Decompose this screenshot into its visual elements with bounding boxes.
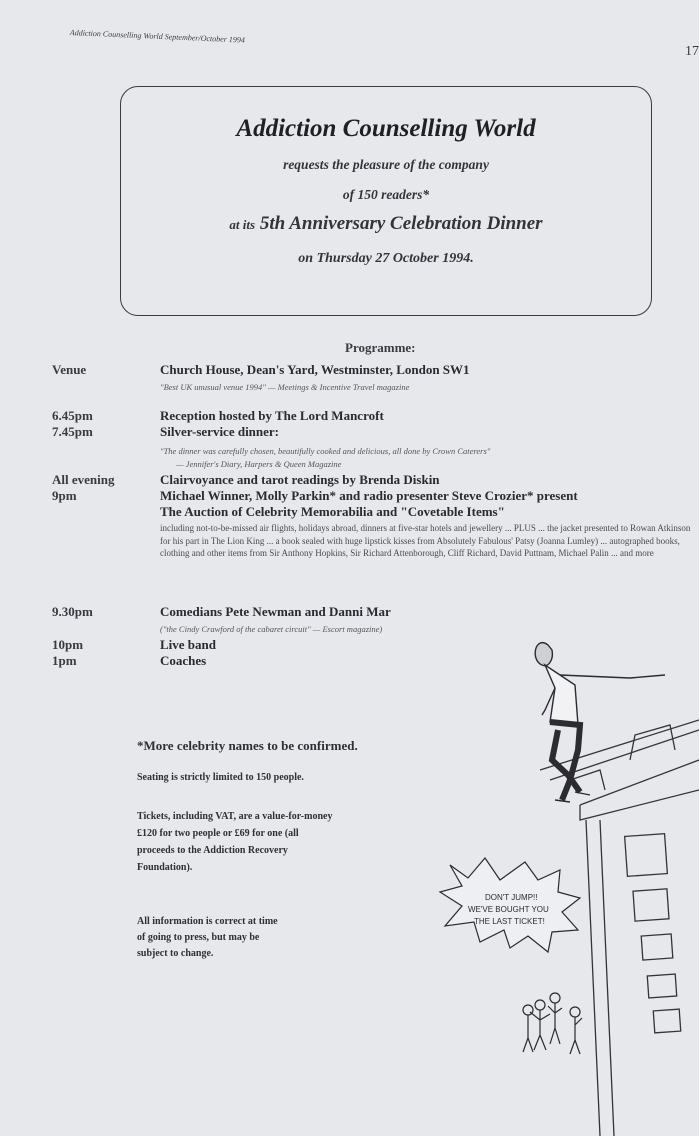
programme-time: 7.45pm	[52, 424, 93, 439]
programme-event: Michael Winner, Molly Parkin* and radio presenter Steve Crozier* present	[160, 488, 578, 503]
programme-description: including not-to-be-missed air flights, holidays abroad, dinners at five-star hotels and jewellery ... PLUS ... the jacket presented to Rowan Atkinson for his part in The Lion King ... a book sealed with huge lipstick kisses from Absolutely Fabulous' Patsy (Joanna Lumley) ... autographed books, clothing and other items from Sir Anthony Hopkins, Sir Richard Attenborough, Cliff Richard, David Puttnam, Michael Palin ... and more	[160, 523, 691, 558]
seating-note: Seating is strictly limited to 150 people.	[137, 772, 304, 783]
programme-event: Comedians Pete Newman and Danni Mar	[160, 604, 391, 619]
page-number: 17	[685, 44, 699, 59]
bubble-line-3: THE LAST TICKET!	[474, 917, 545, 926]
programme-event: Live band	[160, 637, 216, 652]
programme-time: Venue	[52, 362, 87, 377]
programme-time: 1pm	[52, 653, 77, 668]
programme-time: All evening	[52, 472, 115, 487]
programme-time: 9.30pm	[52, 604, 93, 619]
programme-event: Clairvoyance and tarot readings by Brenda Diskin	[160, 472, 440, 487]
invitation-date: on Thursday 27 October 1994.	[298, 251, 474, 266]
cartoon-illustration	[430, 630, 699, 1136]
programme-title: Programme:	[345, 340, 416, 355]
disclaimer-note: All information is correct at time of going to press, but may be subject to change.	[137, 916, 278, 959]
programme-quote-source: — Jennifer's Diary, Harpers & Queen Magazine	[176, 459, 342, 469]
invitation-line-3-prefix: at its	[229, 217, 256, 232]
invitation-line-2: of 150 readers*	[342, 187, 430, 202]
invitation-title: Addiction Counselling World	[236, 115, 536, 142]
programme-quote: ("the Cindy Crawford of the cabaret circuit" — Escort magazine)	[160, 624, 383, 634]
programme-event: Church House, Dean's Yard, Westminster, London SW1	[160, 362, 470, 377]
programme-event: Coaches	[160, 653, 207, 668]
crowd-drawing	[523, 993, 582, 1054]
running-head: Addiction Counselling World September/October 1994	[69, 28, 246, 45]
programme-event: Reception hosted by The Lord Mancroft	[160, 408, 384, 423]
programme-event-auction-title: The Auction of Celebrity Memorabilia and "Covetable Items"	[160, 504, 505, 519]
bubble-line-2: WE'VE BOUGHT YOU	[468, 905, 549, 914]
programme-quote: "The dinner was carefully chosen, beautifully cooked and delicious, all done by Crown Caterers"	[160, 446, 491, 456]
programme-time: 9pm	[52, 488, 77, 503]
celebrity-note: *More celebrity names to be confirmed.	[137, 738, 358, 753]
bubble-line-1: DON'T JUMP!!	[485, 893, 538, 902]
programme-time: 10pm	[52, 637, 84, 652]
programme-event: Silver-service dinner:	[160, 424, 280, 439]
invitation-line-3	[121, 213, 651, 235]
invitation-line-1: requests the pleasure of the company	[283, 157, 489, 172]
invitation-line-3-main: 5th Anniversary Celebration Dinner	[259, 213, 543, 234]
invitation-box	[120, 86, 652, 316]
programme-time: 6.45pm	[52, 408, 93, 423]
programme-quote: "Best UK unusual venue 1994" — Meetings & Incentive Travel magazine	[160, 382, 410, 392]
tickets-note: Tickets, including VAT, are a value-for-money £120 for two people or £69 for one (all proceeds to the Addiction Recovery Foundation).	[137, 811, 333, 873]
